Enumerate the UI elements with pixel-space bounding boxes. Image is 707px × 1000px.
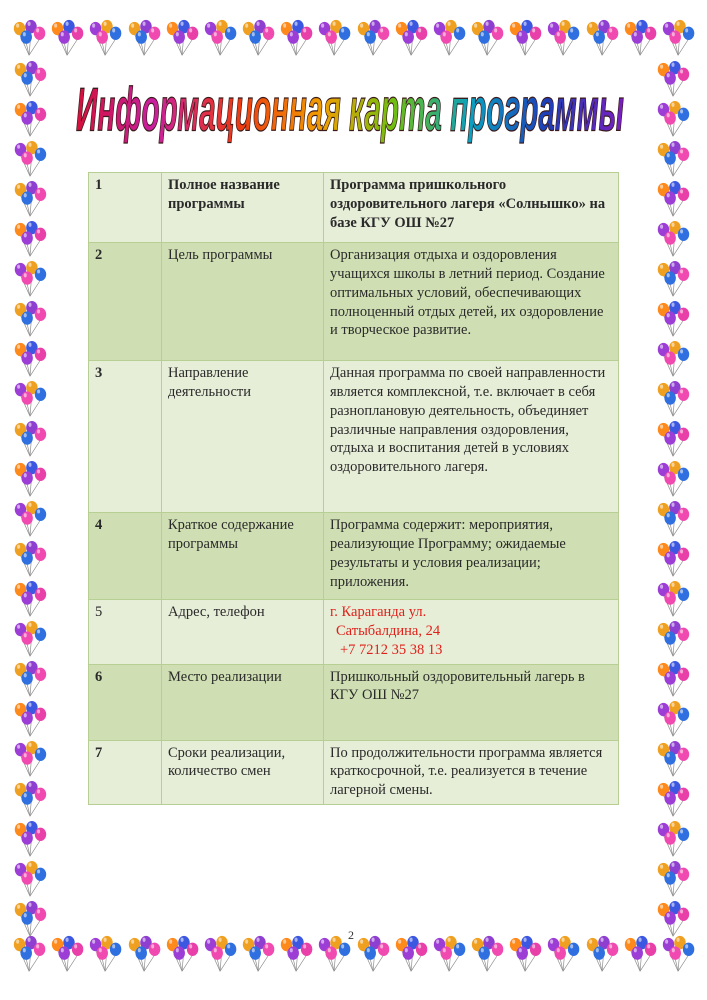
balloon-cluster-icon — [430, 934, 468, 976]
address-phone-value — [324, 600, 619, 665]
balloon-cluster-icon — [468, 934, 506, 976]
address-city: г. Караганда ул. — [330, 604, 427, 620]
page-title — [70, 68, 630, 163]
row-label: Место реализации — [162, 664, 324, 740]
row-label: Полное название программы — [162, 173, 324, 243]
balloon-cluster-icon — [653, 500, 693, 540]
balloon-cluster-icon — [430, 18, 468, 60]
row-label: Цель программы — [162, 243, 324, 361]
balloon-cluster-icon — [10, 300, 50, 340]
balloon-cluster-icon — [10, 260, 50, 300]
rainbow-title-art — [70, 68, 630, 163]
balloon-cluster-icon — [392, 934, 430, 976]
balloon-border-top — [0, 18, 707, 64]
balloon-cluster-icon — [10, 900, 50, 940]
balloon-cluster-icon — [653, 860, 693, 900]
balloon-cluster-icon — [653, 540, 693, 580]
balloon-cluster-icon — [10, 140, 50, 180]
balloon-cluster-icon — [86, 18, 124, 60]
balloon-cluster-icon — [653, 140, 693, 180]
page-number: 2 — [348, 928, 354, 942]
balloon-cluster-icon — [468, 18, 506, 60]
table-row — [89, 361, 619, 513]
balloon-cluster-icon — [506, 934, 544, 976]
balloon-cluster-icon — [10, 420, 50, 460]
balloon-cluster-icon — [86, 934, 124, 976]
title-text: Информационная карта программы — [75, 76, 624, 145]
balloon-cluster-icon — [653, 60, 693, 100]
balloon-cluster-icon — [653, 620, 693, 660]
balloon-cluster-icon — [10, 740, 50, 780]
balloon-cluster-icon — [10, 60, 50, 100]
balloon-cluster-icon — [653, 820, 693, 860]
balloon-cluster-icon — [10, 380, 50, 420]
info-card-table — [88, 172, 619, 805]
balloon-cluster-icon — [10, 700, 50, 740]
balloon-cluster-icon — [653, 900, 693, 940]
balloon-cluster-icon — [10, 934, 48, 976]
row-number: 5 — [89, 600, 162, 665]
row-value: Пришкольный оздоровительный лагерь в КГУ ОШ №27 — [324, 664, 619, 740]
row-number: 1 — [89, 173, 162, 243]
balloon-cluster-icon — [48, 18, 86, 60]
balloon-cluster-icon — [653, 780, 693, 820]
row-number: 3 — [89, 361, 162, 513]
balloon-cluster-icon — [653, 420, 693, 460]
balloon-cluster-icon — [10, 860, 50, 900]
row-value: Организация отдыха и оздоровления учащихся школы в летний период. Создание оптимальных условий, обеспечивающих полноценный отдых детей, их оздоровление и творческое развитие. — [324, 243, 619, 361]
balloon-cluster-icon — [125, 934, 163, 976]
balloon-cluster-icon — [659, 934, 697, 976]
balloon-cluster-icon — [163, 934, 201, 976]
row-value: Программа пришкольного оздоровительного лагеря «Солнышко» на базе КГУ ОШ №27 — [324, 173, 619, 243]
balloon-cluster-icon — [10, 620, 50, 660]
balloon-cluster-icon — [653, 220, 693, 260]
balloon-cluster-icon — [354, 18, 392, 60]
balloon-cluster-icon — [10, 220, 50, 260]
balloon-cluster-icon — [653, 740, 693, 780]
row-value: Программа содержит: мероприятия, реализующие Программу; ожидаемые результаты и условия реализации; приложения. — [324, 513, 619, 600]
row-value: Данная программа по своей направленности является комплексной, т.е. включает в себя разноплановую деятельность, объединяет различные направления оздоровления, отдыха и воспитания детей в условиях оздоровительного лагеря. — [324, 361, 619, 513]
balloon-cluster-icon — [621, 18, 659, 60]
balloon-cluster-icon — [544, 934, 582, 976]
table-row — [89, 740, 619, 805]
balloon-cluster-icon — [506, 18, 544, 60]
balloon-cluster-icon — [653, 100, 693, 140]
balloon-cluster-icon — [659, 18, 697, 60]
balloon-cluster-icon — [10, 660, 50, 700]
row-value: По продолжительности программа является краткосрочной, т.е. реализуется в течение лагерной смены. — [324, 740, 619, 805]
balloon-cluster-icon — [653, 300, 693, 340]
balloon-border-right — [653, 60, 693, 940]
balloon-cluster-icon — [277, 18, 315, 60]
balloon-cluster-icon — [653, 700, 693, 740]
address-street: Сатыбалдина, 24 — [336, 622, 441, 639]
row-number: 6 — [89, 664, 162, 740]
balloon-cluster-icon — [10, 500, 50, 540]
row-label: Направление деятельности — [162, 361, 324, 513]
balloon-cluster-icon — [277, 934, 315, 976]
row-label: Сроки реализации, количество смен — [162, 740, 324, 805]
balloon-cluster-icon — [653, 460, 693, 500]
balloon-cluster-icon — [583, 18, 621, 60]
balloon-border-left — [10, 60, 50, 940]
balloon-cluster-icon — [544, 18, 582, 60]
balloon-cluster-icon — [201, 18, 239, 60]
balloon-cluster-icon — [653, 580, 693, 620]
table-row — [89, 600, 619, 665]
table-row — [89, 173, 619, 243]
balloon-cluster-icon — [653, 180, 693, 220]
balloon-cluster-icon — [653, 260, 693, 300]
balloon-cluster-icon — [10, 820, 50, 860]
balloon-cluster-icon — [653, 660, 693, 700]
table-row — [89, 513, 619, 600]
balloon-cluster-icon — [10, 580, 50, 620]
row-number: 4 — [89, 513, 162, 600]
balloon-cluster-icon — [201, 934, 239, 976]
row-label: Краткое содержание программы — [162, 513, 324, 600]
balloon-cluster-icon — [125, 18, 163, 60]
row-number: 2 — [89, 243, 162, 361]
balloon-cluster-icon — [354, 934, 392, 976]
balloon-cluster-icon — [10, 180, 50, 220]
table-row — [89, 243, 619, 361]
balloon-cluster-icon — [239, 934, 277, 976]
balloon-cluster-icon — [10, 18, 48, 60]
balloon-cluster-icon — [239, 18, 277, 60]
balloon-cluster-icon — [10, 100, 50, 140]
balloon-cluster-icon — [653, 380, 693, 420]
balloon-cluster-icon — [48, 934, 86, 976]
balloon-cluster-icon — [10, 780, 50, 820]
row-number: 7 — [89, 740, 162, 805]
table-row — [89, 664, 619, 740]
balloon-cluster-icon — [621, 934, 659, 976]
phone-number: +7 7212 35 38 13 — [340, 641, 443, 658]
balloon-cluster-icon — [583, 934, 621, 976]
balloon-cluster-icon — [392, 18, 430, 60]
balloon-cluster-icon — [653, 340, 693, 380]
balloon-cluster-icon — [10, 460, 50, 500]
balloon-cluster-icon — [10, 340, 50, 380]
balloon-cluster-icon — [315, 18, 353, 60]
balloon-cluster-icon — [163, 18, 201, 60]
row-label: Адрес, телефон — [162, 600, 324, 665]
balloon-cluster-icon — [10, 540, 50, 580]
